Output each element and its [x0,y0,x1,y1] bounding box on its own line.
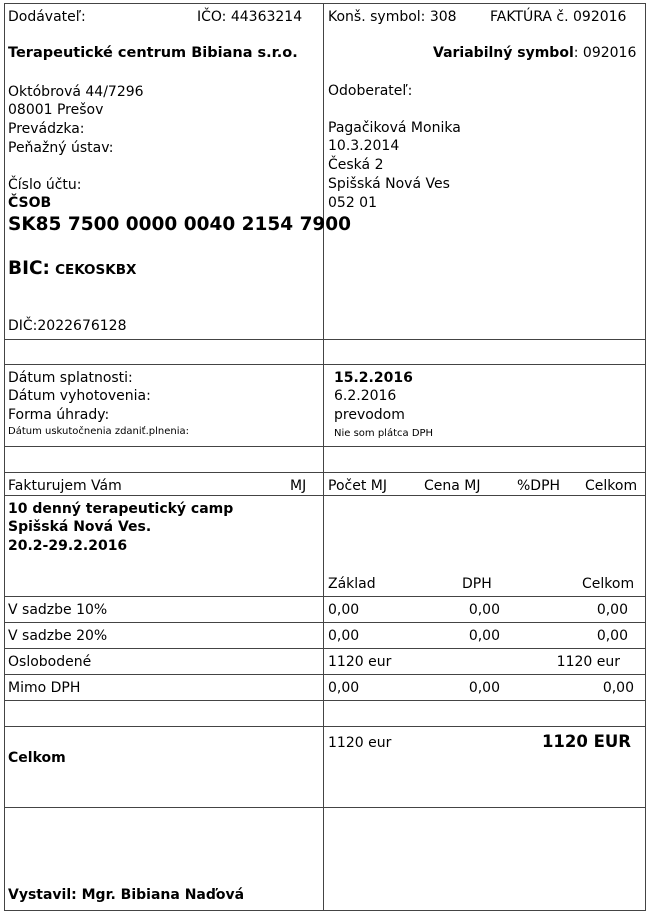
customer-date: 10.3.2014 [328,138,400,154]
customer-city: Spišská Nová Ves [328,176,450,192]
supplier-ico: IČO: 44363214 [197,9,303,25]
supplier-bank-institution: Peňažný ústav: [8,140,114,156]
summary-row-vat: 0,00 [468,680,500,696]
supplier-account-label: Číslo účtu: [8,177,82,193]
grand-total-label: Celkom [8,750,66,766]
summary-row-label: Oslobodené [8,654,92,670]
item-line-3: 20.2-29.2.2016 [8,538,128,554]
constant-symbol: Konš. symbol: 308 [328,9,457,25]
summary-row-total: 0,00 [596,602,628,618]
row-divider [4,648,645,649]
item-line-1: 10 denný terapeutický camp [8,501,234,517]
due-date-label: Dátum splatnosti: [8,370,133,386]
row-divider [4,472,645,473]
summary-header-total: Celkom [582,576,635,592]
vat-note: Nie som plátca DPH [334,428,434,439]
issued-date-label: Dátum vyhotovenia: [8,388,151,404]
payment-form-label: Forma úhrady: [8,407,110,423]
supplier-bank: ČSOB [8,195,52,211]
row-divider [4,446,645,447]
summary-row-label: Mimo DPH [8,680,81,696]
row-divider [4,339,645,340]
customer-label: Odoberateľ: [328,83,413,99]
supplier-label: Dodávateľ: [8,9,86,25]
supplier-city: 08001 Prešov [8,102,104,118]
supplier-dic: DIČ:2022676128 [8,318,127,334]
summary-row-base: 0,00 [328,628,360,644]
summary-row-vat: 0,00 [468,602,500,618]
row-divider [4,495,645,496]
summary-row-total: 1120 eur [556,654,620,670]
summary-row-vat: 0,00 [468,628,500,644]
summary-row-base: 0,00 [328,602,360,618]
row-divider [4,622,645,623]
summary-row-label: V sadzbe 10% [8,602,108,618]
row-divider [4,674,645,675]
issued-date-value: 6.2.2016 [334,388,397,404]
supplier-bic [8,260,136,279]
item-line-2: Spišská Nová Ves. [8,519,152,535]
items-header-total: Celkom [585,478,638,494]
customer-street: Česká 2 [328,157,384,173]
row-divider [4,700,645,701]
taxable-date-label: Dátum uskutočnenia zdaniť.plnenia: [8,426,189,437]
summary-header-vat: DPH [462,576,492,592]
supplier-street: Októbrová 44/7296 [8,84,144,100]
bic-label: BIC: [8,258,50,279]
payment-form-value: prevodom [334,407,405,423]
row-divider [4,807,645,808]
issuer: Vystavil: Mgr. Bibiana Naďová [8,887,245,903]
items-header-unit: MJ [290,478,307,494]
summary-row-total: 0,00 [602,680,634,696]
summary-header-base: Základ [328,576,376,592]
supplier-iban: SK85 7500 0000 0040 2154 7900 [8,214,352,235]
row-divider [4,364,645,365]
summary-row-label: V sadzbe 20% [8,628,108,644]
supplier-premises: Prevádzka: [8,121,85,137]
summary-row-base: 0,00 [328,680,360,696]
variable-symbol-value: : 092016 [573,45,637,61]
items-header-billing: Fakturujem Vám [8,478,122,494]
items-header-price: Cena MJ [424,478,481,494]
variable-symbol [433,46,636,60]
customer-name: Pagačiková Monika [328,120,461,136]
variable-symbol-label: Variabilný symbol [433,45,574,61]
supplier-name: Terapeutické centrum Bibiana s.r.o. [8,45,298,61]
due-date-value: 15.2.2016 [334,370,413,386]
row-divider [4,596,645,597]
summary-row-total: 0,00 [596,628,628,644]
customer-zip: 052 01 [328,195,377,211]
invoice-number: FAKTÚRA č. 092016 [490,9,627,25]
grand-total-base: 1120 eur [328,735,392,751]
bic-value: CEKOSKBX [55,262,137,278]
items-header-vat-pct: %DPH [517,478,561,494]
column-divider [323,3,324,911]
row-divider [4,726,645,727]
summary-row-base: 1120 eur [328,654,392,670]
items-header-qty: Počet MJ [328,478,387,494]
grand-total-value: 1120 EUR [541,732,631,751]
